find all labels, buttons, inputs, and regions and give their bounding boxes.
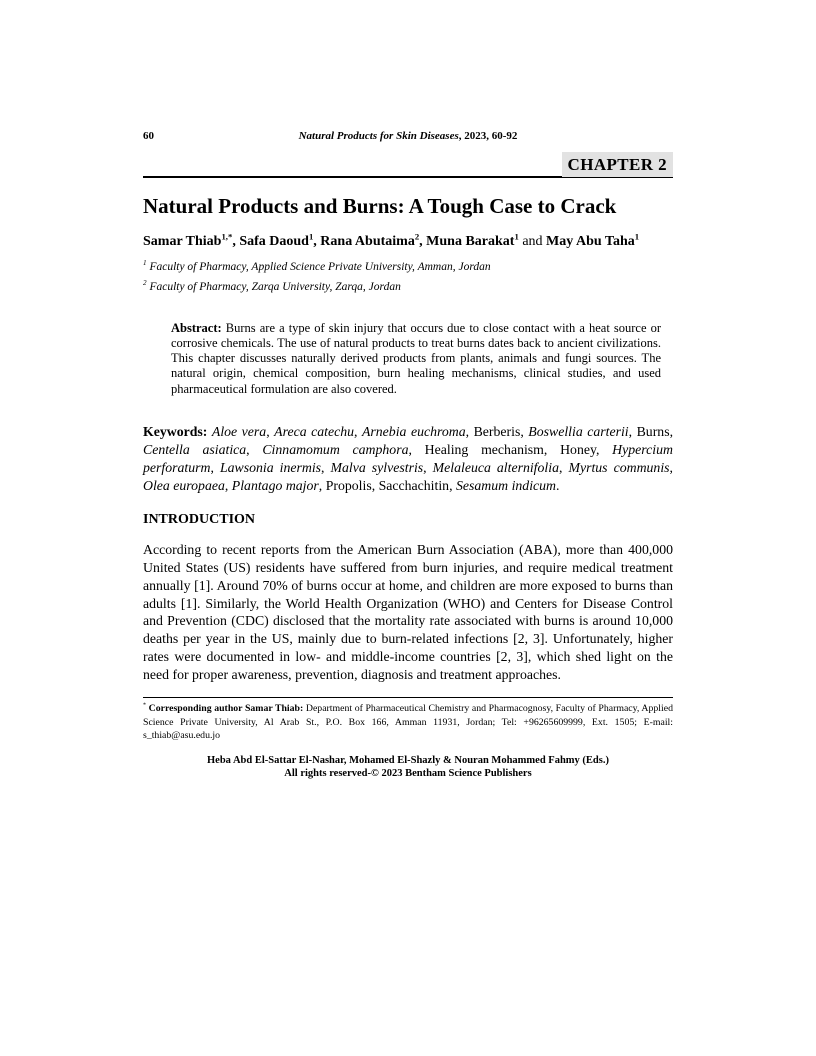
authors-line: Samar Thiab$^{1,*}$, Safa Daoud$^1$, Rana Abutaima$^2$, Muna Barakat$^1$ and May Abu Taha$^1$ bbox=[143, 231, 640, 250]
chapter-badge: CHAPTER 2 bbox=[562, 152, 673, 177]
running-title bbox=[299, 130, 518, 142]
header-rule bbox=[143, 151, 673, 178]
page-number: 60 bbox=[143, 130, 154, 142]
footnote-body: Department of Pharmaceutical Chemistry and Pharmacognosy, Faculty of Pharmacy, Applied Science Private University, Al Arab St., P.O. Box 166, Amman 11931, Jordan; Tel: +96265609999, Ext. 1505; E-mail: s_thiab@asu.edu.jo bbox=[143, 703, 673, 741]
affiliation-line: $^1$ Faculty of Pharmacy, Applied Science Private University, Amman, Jordan bbox=[143, 258, 491, 273]
affiliations bbox=[143, 257, 673, 298]
running-title-book: Natural Products for Skin Diseases bbox=[298, 130, 459, 142]
footnote-bold-lead: Corresponding author Samar Thiab: bbox=[148, 703, 304, 715]
chapter-title: Natural Products and Burns: A Tough Case to Crack bbox=[143, 194, 617, 218]
abstract-text: Burns are a type of skin injury that occurs due to close contact with a heat source or corrosive chemicals. The use of natural products to treat burns dates back to ancient civilizations. This chapter discusses naturally derived products from plants, animals and fungi sources. The natural origin, chemical composition, burn healing mechanisms, clinical studies, and used pharmaceutical formulation are also covered. bbox=[171, 320, 662, 396]
introduction-paragraph: According to recent reports from the American Burn Association (ABA), more than 400,000 United States (US) residents have suffered from burn injuries, and require medical treatment annually [1]. Around 70% of burns occur at home, and children are more exposed to burns than adults [1]. Similarly, the World Health Organization (WHO) and Centers for Disease Control and Prevention (CDC) disclosed that the mortality rate associated with burns is around 10,000 deaths per year in the US, mainly due to burn-related infections [2, 3]. Unfortunately, higher rates were documented in low- and middle-income countries [2, 3], which shed light on the need for proper awareness, prevention, diagnosis and treatment approaches. bbox=[143, 542, 673, 682]
section-heading-introduction: INTRODUCTION bbox=[143, 512, 256, 528]
abstract-label: Abstract: bbox=[171, 320, 222, 335]
running-head bbox=[143, 130, 673, 142]
abstract-paragraph bbox=[171, 321, 661, 397]
imprint-rights: All rights reserved-© 2023 Bentham Science Publishers bbox=[284, 768, 532, 780]
imprint bbox=[143, 754, 673, 781]
affiliation-line: $^2$ Faculty of Pharmacy, Zarqa University, Zarqa, Jordan bbox=[143, 279, 401, 294]
footnote-text bbox=[143, 702, 673, 741]
corresponding-author-footnote bbox=[143, 697, 673, 741]
running-title-issue: , 2023, 60-92 bbox=[458, 130, 518, 142]
imprint-editors: Heba Abd El-Sattar El-Nashar, Mohamed El-Shazly & Nouran Mohammed Fahmy (Eds.) bbox=[207, 754, 609, 766]
keywords-paragraph: Keywords: Aloe vera, Areca catechu, Arnebia euchroma, Berberis, Boswellia carterii, Burns, Centella asiatica, Cinnamomum camphora, Healing mechanism, Honey, Hypercium perforaturm, Lawsonia inermis, Malva sylvestris, Melaleuca alternifolia, Myrtus communis, Olea europaea, Plantago major, Propolis, Sacchachitin, Sesamum indicum. bbox=[143, 423, 674, 494]
footnote-marker: * bbox=[143, 703, 147, 710]
